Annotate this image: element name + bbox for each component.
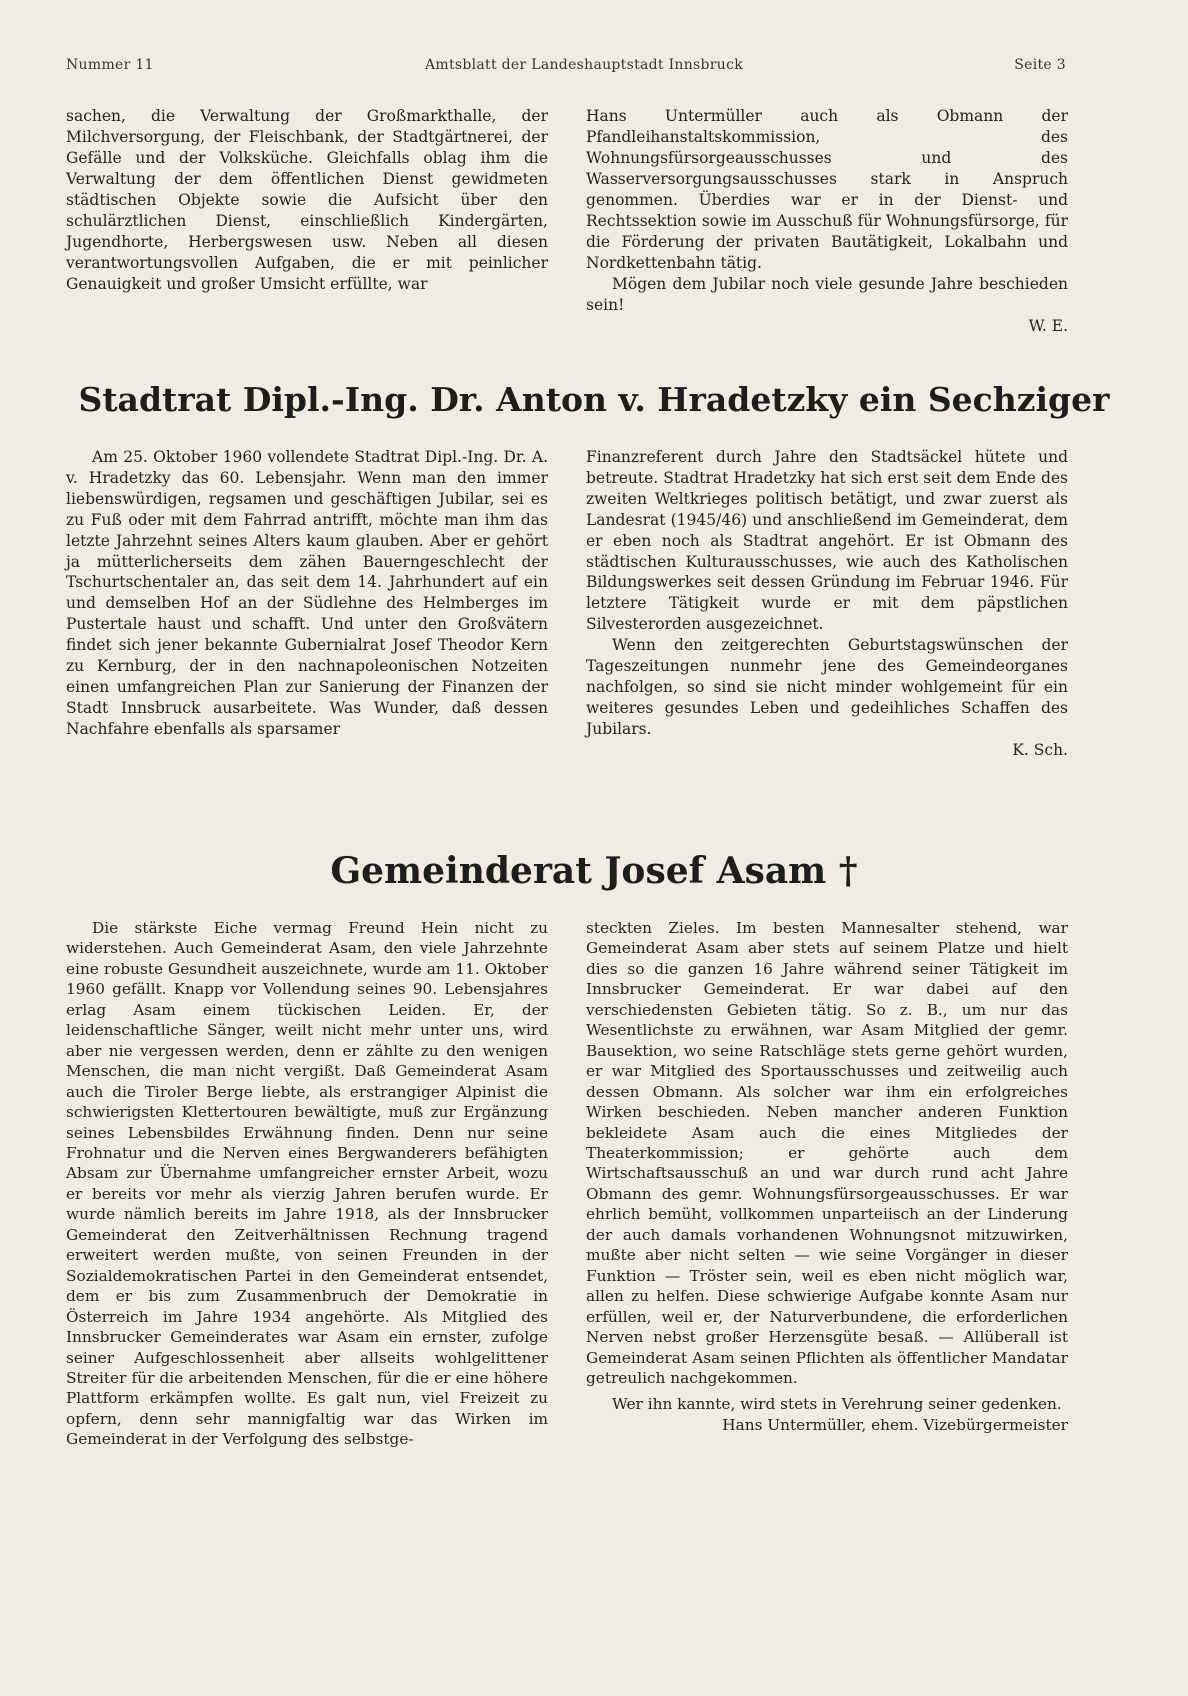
running-head [66,57,1066,73]
section2-left-column [66,447,548,740]
section3-signature: Hans Untermüller, ehem. Vizebürgermeister [722,1415,1068,1434]
page-number: Seite 3 [1014,57,1066,73]
section1-closing-wish: Mögen dem Jubilar noch viele gesunde Jahre beschieden sein! [586,275,1068,314]
section2-right-column [586,447,1068,761]
publication-title: Amtsblatt der Landeshauptstadt Innsbruck [424,57,744,73]
section2-right-text: Finanzreferent durch Jahre den Stadtsäckel hütete und betreute. Stadtrat Hradetzky hat sich erst seit dem Ende des zweiten Weltkrieges politisch betätigt, und zwar zuerst als Landesrat (1945/46) und anschließend im Gemeinderat, dem er eben noch als Stadtrat angehört. Er ist Obmann des städtischen Kulturausschusses, wie auch des Katholischen Bildungswerkes seit dessen Gründung im Februar 1946. Für letztere Tätigkeit wurde er mit dem päpstlichen Silvesterorden ausgezeichnet. [586,448,1068,634]
section3-right-column [586,918,1068,1435]
section2-closing-text: Wenn den zeitgerechten Geburtstagswünschen der Tageszeitungen nunmehr jene des Gemeindeorganes nachfolgen, so sind sie nicht minder wohlgemeint für ein weiteres gesundes Leben und gedeihliches Schaffen des Jubilars. [586,636,1068,738]
section3-right-text: steckten Zieles. Im besten Mannesalter stehend, war Gemeinderat Asam aber stets auf seinem Platze und hielt dies so die ganzen 16 Jahre während seiner Tätigkeit im Innsbrucker Gemeinderat. Er war dabei auf den verschiedensten Gebieten tätig. So z. B., um nur das Wesentlichste zu erwähnen, war Asam Mitglied der gemr. Bausektion, wo seine Ratschläge stets gerne gehört wurden, er war Mitglied des Sportausschusses und zeitweilig auch dessen Obmann. Als solcher war ihm ein erfolgreiches Wirken beschieden. Neben mancher anderen Funktion bekleidete Asam auch die eines Mitgliedes der Theaterkommission; er gehörte auch dem Wirtschaftsausschuß an und war durch rund acht Jahre Obmann des gemr. Wohnungsfürsorgeausschusses. Er war ehrlich bemüht, vollkommen unparteiisch an der Linderung der auch damals vorhandenen Wohnungsnot mitzuwirken, mußte aber nicht selten — wie seine Vorgänger in dieser Funktion — Tröster sein, weil es eben nicht möglich war, allen zu helfen. Diese schwierige Aufgabe konnte Asam nur erfüllen, weil er, der Naturverbundene, die erforderlichen Nerven nebst großer Herzensgüte besaß. — Allüberall ist Gemeinderat Asam seinen Pflichten als öffentlicher Mandatar getreulich nachgekommen. [586,919,1068,1387]
article-title-asam: Gemeinderat Josef Asam † [330,850,858,892]
issue-number: Nummer 11 [66,57,154,73]
section1-right-text: Hans Untermüller auch als Obmann der Pfandleihanstaltskommission, des Wohnungsfürsorgeausschusses und des Wasserversorgungsausschusses stark in Anspruch genommen. Überdies war er in der Dienst- und Rechtssektion sowie im Ausschuß für Wohnungsfürsorge, für die Förderung der privaten Bautätigkeit, Lokalbahn und Nordkettenbahn tätig. [586,107,1068,272]
section3-closing-text: Wer ihn kannte, wird stets in Verehrung seiner gedenken. [612,1395,1062,1414]
section3-left-column [66,918,548,1450]
section2-signature: K. Sch. [1012,740,1068,759]
section3-left-text: Die stärkste Eiche vermag Freund Hein nicht zu widerstehen. Auch Gemeinderat Asam, den viele Jahrzehnte eine robuste Gesundheit auszeichnete, wurde am 11. Oktober 1960 gefällt. Knapp vor Vollendung seines 90. Lebensjahres erlag Asam einem tückischen Leiden. Er, der leidenschaftliche Sänger, weilt nicht mehr unter uns, wird aber nie vergessen werden, denn er zählte zu den wenigen Menschen, die man nicht vergißt. Daß Gemeinderat Asam auch die Tiroler Berge liebte, als erstrangiger Alpinist die schwierigsten Klettertouren bewältigte, muß zur Ergänzung seines Lebensbildes Erwähnung finden. Denn nur seine Frohnatur und die Nerven eines Bergwanderers befähigten Absam zur Übernahme umfangreicher ernster Arbeit, wozu er bereits vor mehr als vierzig Jahren berufen wurde. Er wurde nämlich bereits im Jahre 1918, als der Innsbrucker Gemeinderat den Zeitverhältnissen Rechnung tragend erweitert werden mußte, von seinen Freunden in der Sozialdemokratischen Partei in den Gemeinderat entsendet, dem er bis zum Zusammenbruch der Demokratie in Österreich im Jahre 1934 angehörte. Als Mitglied des Innsbrucker Gemeinderates war Asam ein ernster, zufolge seiner Aufgeschlossenheit aber allseits wohlgelittener Streiter für die arbeitenden Menschen, für die er eine höhere Plattform erkämpfen wollte. Es galt nun, viel Freizeit zu opfern, denn sehr mannigfaltig war das Wirken im Gemeinderat in der Verfolgung des selbstge- [66,919,548,1449]
section1-left-text: sachen, die Verwaltung der Großmarkthalle, der Milchversorgung, der Fleischbank, der Stadtgärtnerei, der Gefälle und der Volksküche. Gleichfalls oblag ihm die Verwaltung der dem öffentlichen Dienst gewidmeten städtischen Objekte sowie die Aufsicht über den schulärztlichen Dienst, einschließlich Kindergärten, Jugendhorte, Herbergswesen usw. Neben all diesen verantwortungsvollen Aufgaben, die er mit peinlicher Genauigkeit und großer Umsicht erfüllte, war [66,107,548,293]
section1-right-column [586,106,1068,337]
article-title-hradetzky: Stadtrat Dipl.-Ing. Dr. Anton v. Hradetzky ein Sechziger [78,380,1110,419]
section1-signature: W. E. [1028,317,1068,335]
section2-left-text: Am 25. Oktober 1960 vollendete Stadtrat Dipl.-Ing. Dr. A. v. Hradetzky das 60. Lebensjahr. Wenn man den immer liebenswürdigen, regsamen und geschäftigen Jubilar, sei es zu Fuß oder mit dem Fahrrad antrifft, möchte man ihm das letzte Jahrzehnt seines Alters kaum glauben. Aber er gehört ja mütterlicherseits dem zähen Bauerngeschlecht der Tschurtschentaler an, das seit dem 14. Jahrhundert auf ein und demselben Hof an der Südlehne des Helmberges im Pustertale haust und schafft. Und unter den Großvätern findet sich jener bekannte Gubernialrat Josef Theodor Kern zu Kernburg, der in den nachnapoleonischen Notzeiten einen umfangreichen Plan zur Sanierung der Finanzen der Stadt Innsbruck ausarbeitete. Was Wunder, daß dessen Nachfahre ebenfalls als sparsamer [66,448,548,738]
section1-left-column [66,106,548,295]
